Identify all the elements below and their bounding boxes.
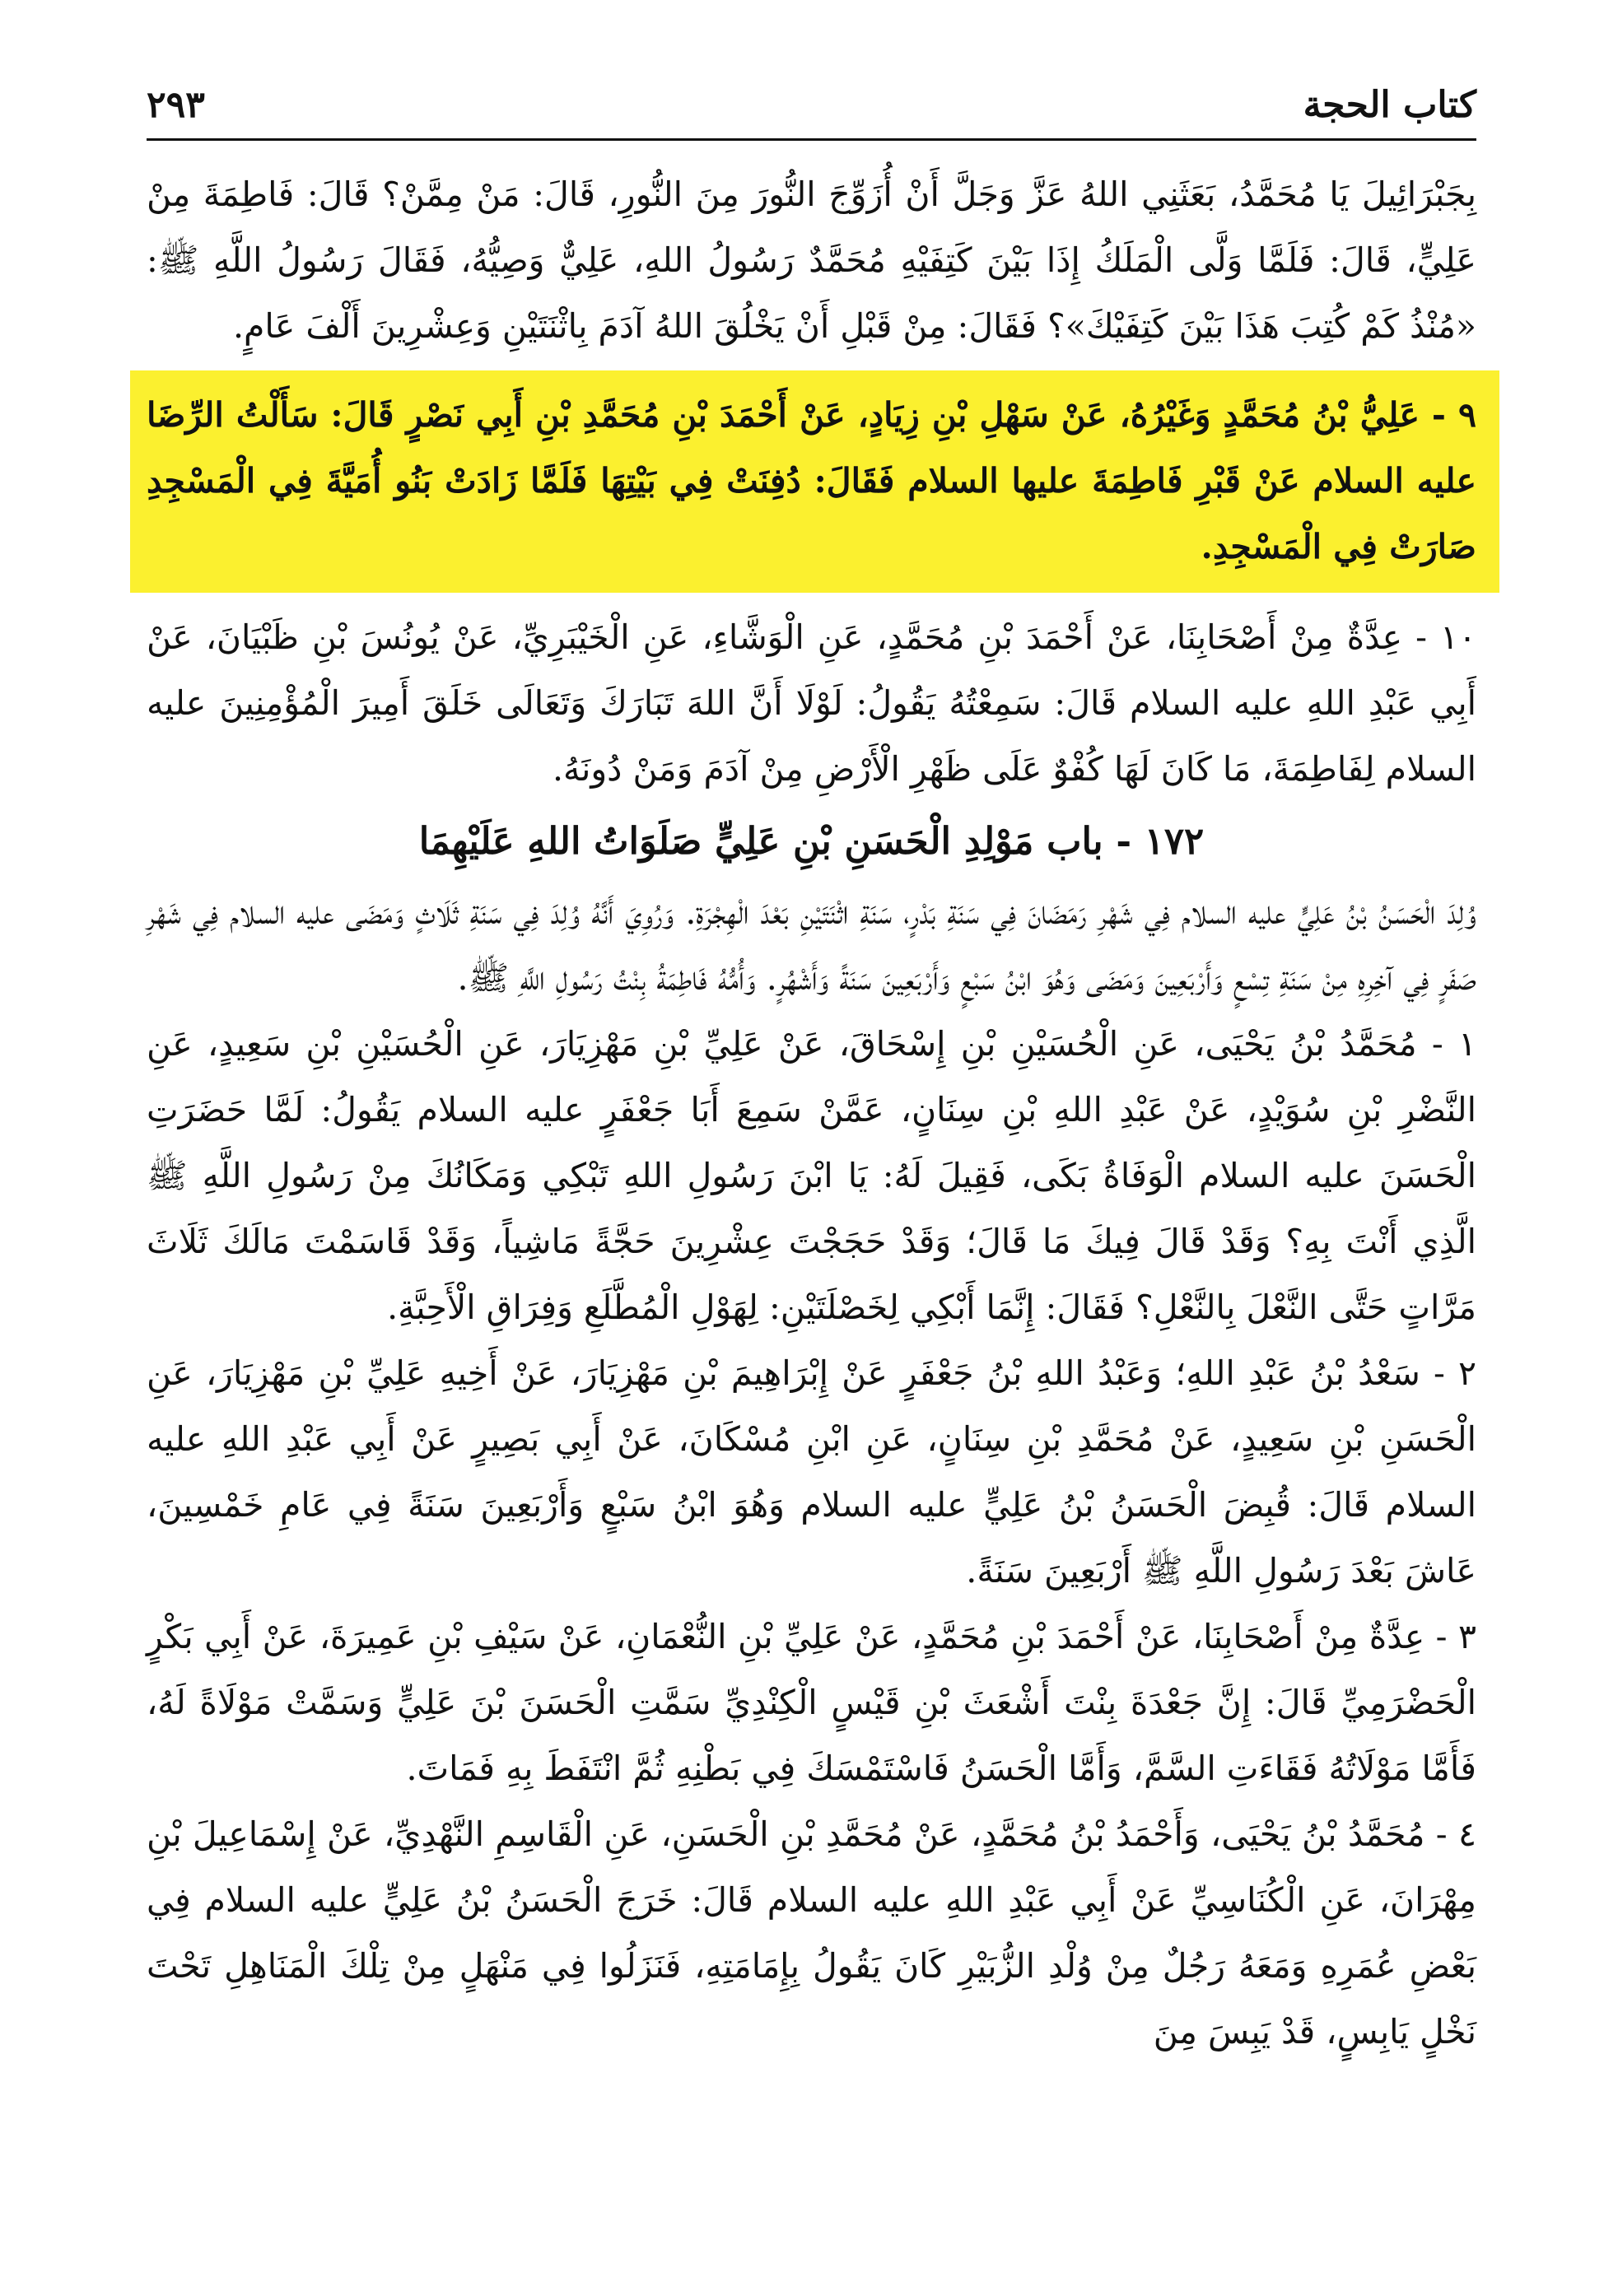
paragraph-hadith-9-highlighted: ٩ - عَلِيُّ بْنُ مُحَمَّدٍ وَغَيْرُهُ، عَنْ سَهْلِ بْنِ زِيَادٍ، عَنْ أَحْمَدَ بْنِ مُحَمَّدِ بْنِ أَبِي نَصْرٍ قَالَ: سَأَلْتُ الرِّضَا عليه السلام عَنْ قَبْرِ فَاطِمَةَ عليها السلام فَقَالَ: دُفِنَتْ فِي بَيْتِهَا فَلَمَّا زَادَتْ بَنُو أُمَيَّةَ فِي الْمَسْجِدِ صَارَتْ فِي الْمَسْجِدِ. [130,370,1499,593]
paragraph-hadith-4: ٤ - مُحَمَّدُ بْنُ يَحْيَى، وَأَحْمَدُ بْنُ مُحَمَّدٍ، عَنْ مُحَمَّدِ بْنِ الْحَسَنِ، عَنِ الْقَاسِمِ النَّهْدِيِّ، عَنْ إِسْمَاعِيلَ بْنِ مِهْرَانَ، عَنِ الْكُنَاسِيِّ عَنْ أَبِي عَبْدِ اللهِ عليه السلام قَالَ: خَرَجَ الْحَسَنُ بْنُ عَلِيٍّ عليه السلام فِي بَعْضِ عُمَرِهِ وَمَعَهُ رَجُلٌ مِنْ وُلْدِ الزُّبَيْرِ كَانَ يَقُولُ بِإِمَامَتِهِ، فَنَزَلُوا فِي مَنْهَلٍ مِنْ تِلْكَ الْمَنَاهِلِ تَحْتَ نَخْلٍ يَابِسٍ، قَدْ يَبِسَ مِنَ [147,1814,1476,2051]
page-body [147,161,1476,2065]
paragraph-hadith-3: ٣ - عِدَّةٌ مِنْ أَصْحَابِنَا، عَنْ أَحْمَدَ بْنِ مُحَمَّدٍ، عَنْ عَلِيِّ بْنِ النُّعْمَانِ، عَنْ سَيْفِ بْنِ عَمِيرَةَ، عَنْ أَبِي بَكْرٍ الْحَضْرَمِيِّ قَالَ: إِنَّ جَعْدَةَ بِنْتَ أَشْعَثَ بْنِ قَيْسٍ الْكِنْدِيِّ سَمَّتِ الْحَسَنَ بْنَ عَلِيٍّ وَسَمَّتْ مَوْلَاةً لَهُ، فَأَمَّا مَوْلَاتُهُ فَقَاءَتِ السَّمَّ، وَأَمَّا الْحَسَنُ فَاسْتَمْسَكَ فِي بَطْنِهِ ثُمَّ انْتَفَطَ بِهِ فَمَاتَ. [147,1617,1476,1788]
chapter-heading: ١٧٢ - باب مَوْلِدِ الْحَسَنِ بْنِ عَلِيٍّ صَلَوَاتُ اللهِ عَلَيْهِمَا [418,819,1205,863]
paragraph-hadith-2: ٢ - سَعْدُ بْنُ عَبْدِ اللهِ؛ وَعَبْدُ اللهِ بْنُ جَعْفَرٍ عَنْ إِبْرَاهِيمَ بْنِ مَهْزِيَارَ، عَنْ أَخِيهِ عَلِيِّ بْنِ مَهْزِيَارَ، عَنِ الْحَسَنِ بْنِ سَعِيدٍ، عَنْ مُحَمَّدِ بْنِ سِنَانٍ، عَنِ ابْنِ مُسْكَانَ، عَنْ أَبِي بَصِيرٍ عَنْ أَبِي عَبْدِ اللهِ عليه السلام قَالَ: قُبِضَ الْحَسَنُ بْنُ عَلِيٍّ عليه السلام وَهُوَ ابْنُ سَبْعٍ وَأَرْبَعِينَ سَنَةً فِي عَامِ خَمْسِينَ، عَاشَ بَعْدَ رَسُولِ اللَّهِ ﷺ أَرْبَعِينَ سَنَةً. [147,1353,1476,1590]
book-title: كتاب الحجة [1303,84,1476,126]
paragraph-hadith-1: ١ - مُحَمَّدُ بْنُ يَحْيَى، عَنِ الْحُسَيْنِ بْنِ إِسْحَاقَ، عَنْ عَلِيِّ بْنِ مَهْزِيَارَ، عَنِ الْحُسَيْنِ بْنِ سَعِيدٍ، عَنِ النَّضْرِ بْنِ سُوَيْدٍ، عَنْ عَبْدِ اللهِ بْنِ سِنَانٍ، عَمَّنْ سَمِعَ أَبَا جَعْفَرٍ عليه السلام يَقُولُ: لَمَّا حَضَرَتِ الْحَسَنَ عليه السلام الْوَفَاةُ بَكَى، فَقِيلَ لَهُ: يَا ابْنَ رَسُولِ اللهِ تَبْكِي وَمَكَانُكَ مِنْ رَسُولِ اللَّهِ ﷺ الَّذِي أَنْتَ بِهِ؟ وَقَدْ قَالَ فِيكَ مَا قَالَ؛ وَقَدْ حَجَجْتَ عِشْرِينَ حَجَّةً مَاشِياً، وَقَدْ قَاسَمْتَ مَالَكَ ثَلَاثَ مَرَّاتٍ حَتَّى النَّعْلَ بِالنَّعْلِ؟ فَقَالَ: إِنَّمَا أَبْكِي لِخَصْلَتَيْنِ: لِهَوْلِ الْمُطَّلَعِ وَفِرَاقِ الْأَحِبَّةِ. [147,1024,1476,1327]
page-header [147,81,1476,141]
paragraph-chapter-intro: وُلِدَ الْحَسَنُ بْنُ عَلِيٍّ عليه السلام فِي شَهْرِ رَمَضَانَ فِي سَنَةِ بَدْرٍ، سَنَةِ اثْنَتَيْنِ بَعْدَ الْهِجْرَةِ. وَرُوِيَ أَنَّهُ وُلِدَ فِي سَنَةِ ثَلَاثٍ وَمَضَى عليه السلام فِي شَهْرِ صَفَرٍ فِي آخِرِهِ مِنْ سَنَةِ تِسْعٍ وَأَرْبَعِينَ وَمَضَى وَهُوَ ابْنُ سَبْعٍ وَأَرْبَعِينَ سَنَةً وَأَشْهُرٍ. وَأُمُّهُ فَاطِمَةُ بِنْتُ رَسُولِ اللَّهِ ﷺ. [147,892,1476,998]
paragraph-continuation: بِجَبْرَائِيلَ يَا مُحَمَّدُ، بَعَثَنِي اللهُ عَزَّ وَجَلَّ أَنْ أُزَوِّجَ النُّورَ مِنَ النُّورِ، قَالَ: مَنْ مِمَّنْ؟ قَالَ: فَاطِمَةَ مِنْ عَلِيٍّ، قَالَ: فَلَمَّا وَلَّى الْمَلَكُ إِذَا بَيْنَ كَتِفَيْهِ مُحَمَّدٌ رَسُولُ اللهِ، عَلِيٌّ وَصِيُّهُ، فَقَالَ رَسُولُ اللَّهِ ﷺ: «مُنْذُ كَمْ كُتِبَ هَذَا بَيْنَ كَتِفَيْكَ»؟ فَقَالَ: مِنْ قَبْلِ أَنْ يَخْلُقَ اللهُ آدَمَ بِاثْنَتَيْنِ وَعِشْرِينَ أَلْفَ عَامٍ. [147,175,1476,346]
paragraph-hadith-10: ١٠ - عِدَّةٌ مِنْ أَصْحَابِنَا، عَنْ أَحْمَدَ بْنِ مُحَمَّدٍ، عَنِ الْوَشَّاءِ، عَنِ الْخَيْبَرِيِّ، عَنْ يُونُسَ بْنِ ظَبْيَانَ، عَنْ أَبِي عَبْدِ اللهِ عليه السلام قَالَ: سَمِعْتُهُ يَقُولُ: لَوْلَا أَنَّ اللهَ تَبَارَكَ وَتَعَالَى خَلَقَ أَمِيرَ الْمُؤْمِنِينَ عليه السلام لِفَاطِمَةَ، مَا كَانَ لَهَا كُفْوٌ عَلَى ظَهْرِ الْأَرْضِ مِنْ آدَمَ وَمَنْ دُونَهُ. [147,617,1476,789]
page-number: ٢٩٣ [147,84,205,126]
